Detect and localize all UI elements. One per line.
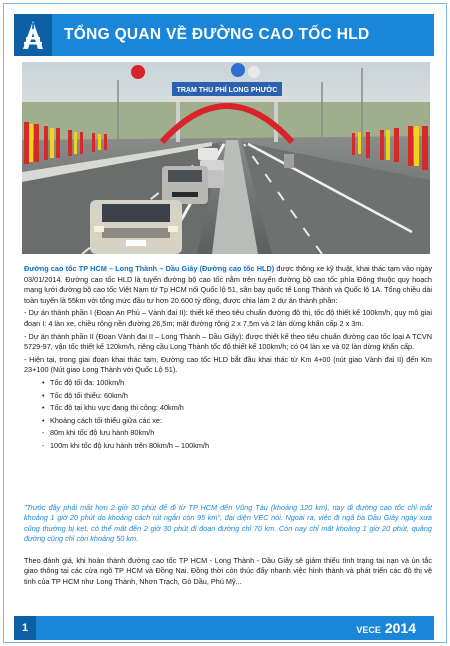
brand-year: 2014	[384, 620, 416, 636]
list-item: - 80m khi tốc độ lưu hành 80km/h	[42, 428, 432, 439]
toll-banner-text: TRẠM THU PHÍ LONG PHƯỚC	[176, 87, 278, 94]
lead-text: Đường cao tốc TP HCM – Long Thành – Dầu Giây (Đường cao tốc HLD)	[24, 264, 275, 273]
list-item: - 100m khi tốc độ lưu hành trên 80km/h – 100km/h	[42, 441, 432, 452]
distance-rules-list	[24, 428, 432, 451]
project-1-text: - Dự án thành phần I (Đoạn An Phú – Vành đai II): thiết kế theo tiêu chuẩn đường đô thị, tốc độ thiết kế 100km/h, quy mô giai đoạn I: 4 làn xe, chiều rộng nền đường 26,5m; mặt đường rộng 2 x 7,5m và 2 làn dừng khẩn cấp 2 x 3m.	[24, 308, 432, 328]
list-item: • Khoảng cách tối thiểu giữa các xe:	[42, 416, 432, 427]
quote-paragraph: "Trước đây phải mất hơn 2 giờ 30 phút để đi từ TP HCM đến Vũng Tàu (khoảng 120 km), nay đi đường cao tốc chỉ mất khoảng 1 giờ 20 phút do khoảng cách rút ngắn còn 95 km", đại diện VEC nói. Ngoài ra, việc đi ngã ba Dầu Giây ngày xưa cũng thường bị kẹt, có thể mất đến 2 giờ 30 phút đi đoạn đường chỉ 70 km. Còn nay chỉ mất khoảng 1 giờ 20 phút, quãng đường cũng chỉ còn khoảng 50 km.	[24, 503, 432, 544]
current-operation-text: - Hiện tại, trong giai đoạn khai thác tạm, Đường cao tốc HLD bắt đầu khai thác từ Km 4+00 (nút giao Vành đai II) đến Km 23+100 (Nút giao Long Thành với Quốc Lộ 51).	[24, 354, 432, 375]
title-bar	[14, 14, 434, 56]
closing-paragraph: Theo đánh giá, khi hoàn thành đường cao tốc TP HCM - Long Thành - Dầu Giây sẽ giảm thiểu tình trạng tai nạn và ùn tắc giao thông tại các cửa ngõ TP HCM và Đồng Nai. Đồng thời còn thúc đẩy nhanh việc hình thành và phát triển các đô thị vệ tinh của TP HCM như Long Thành, Nhơn Trạch, Gò Dầu, Phú Mỹ...	[24, 556, 432, 586]
speed-rules-list	[24, 378, 432, 426]
page-number: 1	[14, 616, 36, 640]
highway-photo	[22, 62, 430, 254]
article-body	[24, 264, 432, 454]
intro-paragraph	[24, 264, 432, 306]
footer-brand	[356, 620, 416, 636]
list-item: • Tốc độ tại khu vực đang thi công: 40km/h	[42, 403, 432, 414]
list-item: • Tốc độ tối đa: 100km/h	[42, 378, 432, 389]
page-title: TỔNG QUAN VỀ ĐƯỜNG CAO TỐC HLD	[64, 26, 370, 43]
vec-logo-icon	[14, 14, 52, 56]
list-item: • Tốc độ tối thiểu: 60km/h	[42, 391, 432, 402]
intro-text: được thông xe kỹ thuật, khai thác tạm vào ngày 03/01/2014. Đường cao tốc HLD là tuyến đường bộ cao tốc nằm trên tuyến đường bộ cao tốc phía Đông thuộc quy hoạch mạng lưới đường bộ cao tốc Việt Nam từ Tp HCM nối Quốc lộ 51, sân bay quốc tế Long Thành và Quốc lộ 1A. Tổng chiều dài toàn tuyến là 55km với tổng mức đầu tư hơn 20.600 tỷ đồng, được chia làm 2 dự án thành phần:	[24, 264, 432, 305]
brand-name: VECE	[356, 625, 381, 635]
project-2-text: - Dự án thành phần II (Đoạn Vành đai II – Long Thành – Dầu Giây): được thiết kế theo tiêu chuẩn đường cao tốc loại A TCVN 5729-97, vận tốc thiết kế 120km/h, riêng cầu Long Thành tốc độ thiết kế 100km/h; có 04 làn xe và 02 làn dừng khẩn cấp.	[24, 331, 432, 352]
